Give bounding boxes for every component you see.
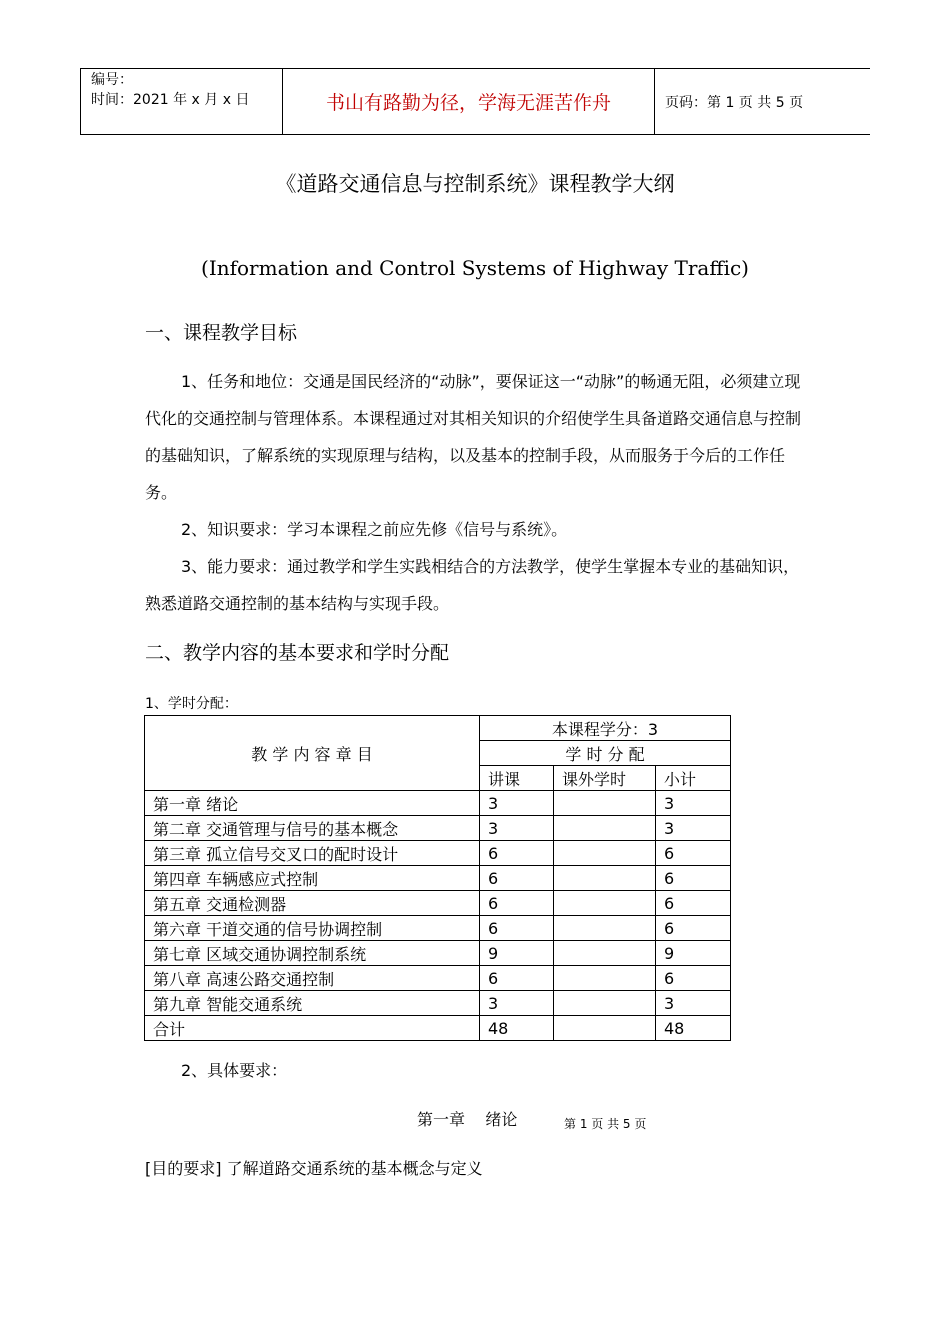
document-subtitle: (Information and Control Systems of Highway Traffic) xyxy=(201,256,749,280)
subtotal-cell: 3 xyxy=(656,791,731,816)
table-row xyxy=(145,941,731,966)
objective-text: [目的要求] 了解道路交通系统的基本概念与定义 xyxy=(145,1159,483,1178)
table-row xyxy=(145,891,731,916)
extra-cell xyxy=(554,916,656,941)
table-total-row xyxy=(145,1016,731,1041)
content-header: 教 学 内 容 章 目 xyxy=(145,716,480,791)
chapter-cell: 第六章 干道交通的信号协调控制 xyxy=(145,916,480,941)
subtotal-cell: 6 xyxy=(656,866,731,891)
paragraph-knowledge: 2、知识要求：学习本课程之前应先修《信号与系统》。 xyxy=(181,520,568,539)
chapter-cell: 第九章 智能交通系统 xyxy=(145,991,480,1016)
subtotal-cell: 6 xyxy=(656,891,731,916)
total-subtotal: 48 xyxy=(656,1016,731,1041)
footer-page-info: 第 1 页 共 5 页 xyxy=(564,1117,647,1131)
subtotal-cell: 9 xyxy=(656,941,731,966)
time-label: 时间：2021 年 x 月 x 日 xyxy=(91,92,250,108)
lecture-cell: 6 xyxy=(480,841,554,866)
paragraph-task: 1、任务和地位：交通是国民经济的“动脉”，要保证这一“动脉”的畅通无阻，必须建立现代化的交通控制与管理体系。本课程通过对其相关知识的介绍使学生具备道路交通信息与控制的基础知识，了解系统的实现原理与结构，以及基本的控制手段，从而服务于今后的工作任务。 xyxy=(145,372,802,502)
extra-cell xyxy=(554,966,656,991)
hours-table xyxy=(144,715,731,1041)
total-extra xyxy=(554,1016,656,1041)
section1-body xyxy=(145,363,810,622)
chapter-cell: 第一章 绪论 xyxy=(145,791,480,816)
col-extra: 课外学时 xyxy=(554,766,656,791)
document-title: 《道路交通信息与控制系统》课程教学大纲 xyxy=(275,172,675,196)
chapter-cell: 第五章 交通检测器 xyxy=(145,891,480,916)
table-row xyxy=(145,841,731,866)
section2-heading: 二、教学内容的基本要求和学时分配 xyxy=(145,642,450,664)
hours-header: 学 时 分 配 xyxy=(480,741,731,766)
extra-cell xyxy=(554,891,656,916)
lecture-cell: 6 xyxy=(480,891,554,916)
lecture-cell: 3 xyxy=(480,791,554,816)
table-row xyxy=(145,866,731,891)
subtotal-cell: 6 xyxy=(656,841,731,866)
col-lecture: 讲课 xyxy=(480,766,554,791)
extra-cell xyxy=(554,866,656,891)
extra-cell xyxy=(554,791,656,816)
motto: 书山有路勤为径，学海无涯苦作舟 xyxy=(283,69,655,134)
lecture-cell: 6 xyxy=(480,916,554,941)
lecture-cell: 6 xyxy=(480,966,554,991)
extra-cell xyxy=(554,841,656,866)
paragraph-ability: 3、能力要求：通过教学和学生实践相结合的方法教学，使学生掌握本专业的基础知识，熟悉道路交通控制的基本结构与实现手段。 xyxy=(145,557,800,613)
table-row xyxy=(145,916,731,941)
col-subtotal: 小计 xyxy=(656,766,731,791)
subtotal-cell: 3 xyxy=(656,991,731,1016)
allocation-label: 1、学时分配： xyxy=(145,696,238,712)
lecture-cell: 9 xyxy=(480,941,554,966)
credit-cell xyxy=(480,716,731,741)
subtotal-cell: 6 xyxy=(656,966,731,991)
table-row xyxy=(145,791,731,816)
page-info: 页码：第 1 页 共 5 页 xyxy=(665,94,804,111)
total-label: 合计 xyxy=(145,1016,480,1041)
subtotal-cell: 6 xyxy=(656,916,731,941)
lecture-cell: 3 xyxy=(480,991,554,1016)
header-box xyxy=(80,68,870,135)
table-row xyxy=(145,816,731,841)
number-label: 编号： xyxy=(91,72,133,88)
total-lecture: 48 xyxy=(480,1016,554,1041)
header-meta xyxy=(81,69,283,134)
table-row xyxy=(145,966,731,991)
chapter-cell: 第七章 区域交通协调控制系统 xyxy=(145,941,480,966)
requirements-label: 2、具体要求： xyxy=(181,1061,288,1080)
section1-heading: 一、课程教学目标 xyxy=(145,322,298,344)
chapter-cell: 第八章 高速公路交通控制 xyxy=(145,966,480,991)
lecture-cell: 3 xyxy=(480,816,554,841)
chapter-cell: 第三章 孤立信号交叉口的配时设计 xyxy=(145,841,480,866)
extra-cell xyxy=(554,991,656,1016)
extra-cell xyxy=(554,816,656,841)
table-row xyxy=(145,991,731,1016)
chapter1-title: 第一章 绪论 xyxy=(417,1110,518,1129)
subtotal-cell: 3 xyxy=(656,816,731,841)
chapter-cell: 第二章 交通管理与信号的基本概念 xyxy=(145,816,480,841)
table-header-row xyxy=(145,716,731,741)
lecture-cell: 6 xyxy=(480,866,554,891)
extra-cell xyxy=(554,941,656,966)
credit-text: 本课程学分：3 xyxy=(551,719,659,739)
chapter-cell: 第四章 车辆感应式控制 xyxy=(145,866,480,891)
